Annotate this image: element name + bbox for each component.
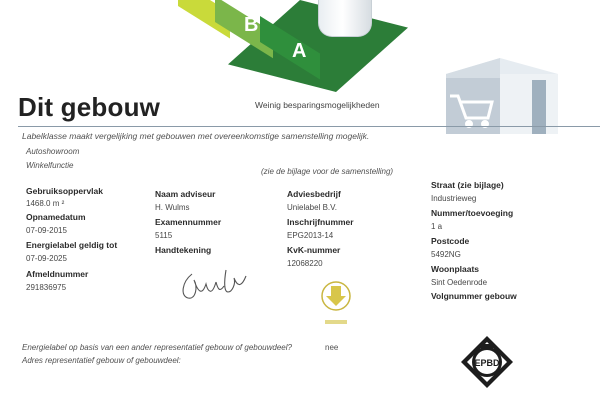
function-autoshowroom: Autoshowroom (26, 147, 80, 156)
signature-label: Handtekening (155, 245, 212, 255)
representative-address-label: Adres representatief gebouw of gebouwdeel: (22, 356, 181, 365)
advisor-value: H. Wulms (155, 203, 190, 212)
building-sequence-label: Volgnummer gebouw (431, 291, 517, 301)
exam-number-value: 5115 (155, 231, 173, 240)
function-winkelfunctie: Winkelfunctie (26, 161, 74, 170)
representative-answer: nee (325, 343, 339, 352)
company-label: Adviesbedrijf (287, 189, 341, 199)
street-label: Straat (zie bijlage) (431, 180, 504, 190)
house-number-value: 1 a (431, 222, 443, 231)
page-title: Dit gebouw (18, 92, 161, 122)
street-value: Industrieweg (431, 194, 477, 203)
cert-number-value: 291836975 (26, 283, 67, 292)
label-bar-a (260, 16, 320, 79)
composition-note: (zie de bijlage voor de samenstelling) (261, 167, 394, 176)
city-label: Woonplaats (431, 264, 480, 274)
date-label: Opnamedatum (26, 212, 86, 222)
handwritten-signature (178, 262, 248, 306)
company-value: Unielabel B.V. (287, 203, 337, 212)
comparison-note: Labelklasse maakt vergelijking met gebouwen met overeenkomstige samenstelling mogelijk. (22, 131, 370, 141)
postcode-label: Postcode (431, 236, 470, 246)
city-value: Sint Oedenrode (431, 278, 488, 287)
valid-until-label: Energielabel geldig tot (26, 240, 118, 250)
kvk-label: KvK-nummer (287, 245, 341, 255)
label-letter-b: B (244, 14, 259, 36)
registration-label: Inschrijfnummer (287, 217, 354, 227)
title-divider (18, 126, 600, 127)
representative-question: Energielabel op basis van een ander representatief gebouw of gebouwdeel? (22, 343, 292, 352)
savings-caption: Weinig besparingsmogelijkheden (255, 100, 380, 110)
label-letter-a: A (292, 40, 307, 62)
advisor-label: Naam adviseur (155, 189, 216, 199)
kvk-value: 12068220 (287, 259, 323, 268)
area-label: Gebruiksoppervlak (26, 186, 104, 196)
exam-number-label: Examennummer (155, 217, 222, 227)
area-value: 1468.0 m ² (26, 199, 65, 208)
cert-number-label: Afmeldnummer (26, 269, 89, 279)
house-number-label: Nummer/toevoeging (431, 208, 514, 218)
company-stamp-icon (316, 276, 356, 330)
epbd-text: EPBD (474, 358, 500, 368)
valid-until-value: 07-09-2025 (26, 254, 67, 263)
label-indicator-tower (318, 0, 372, 37)
date-value: 07-09-2015 (26, 226, 67, 235)
registration-value: EPG2013-14 (287, 231, 334, 240)
shop-building-icon (428, 48, 558, 134)
postcode-value: 5492NG (431, 250, 461, 259)
epbd-logo-icon (459, 334, 515, 390)
